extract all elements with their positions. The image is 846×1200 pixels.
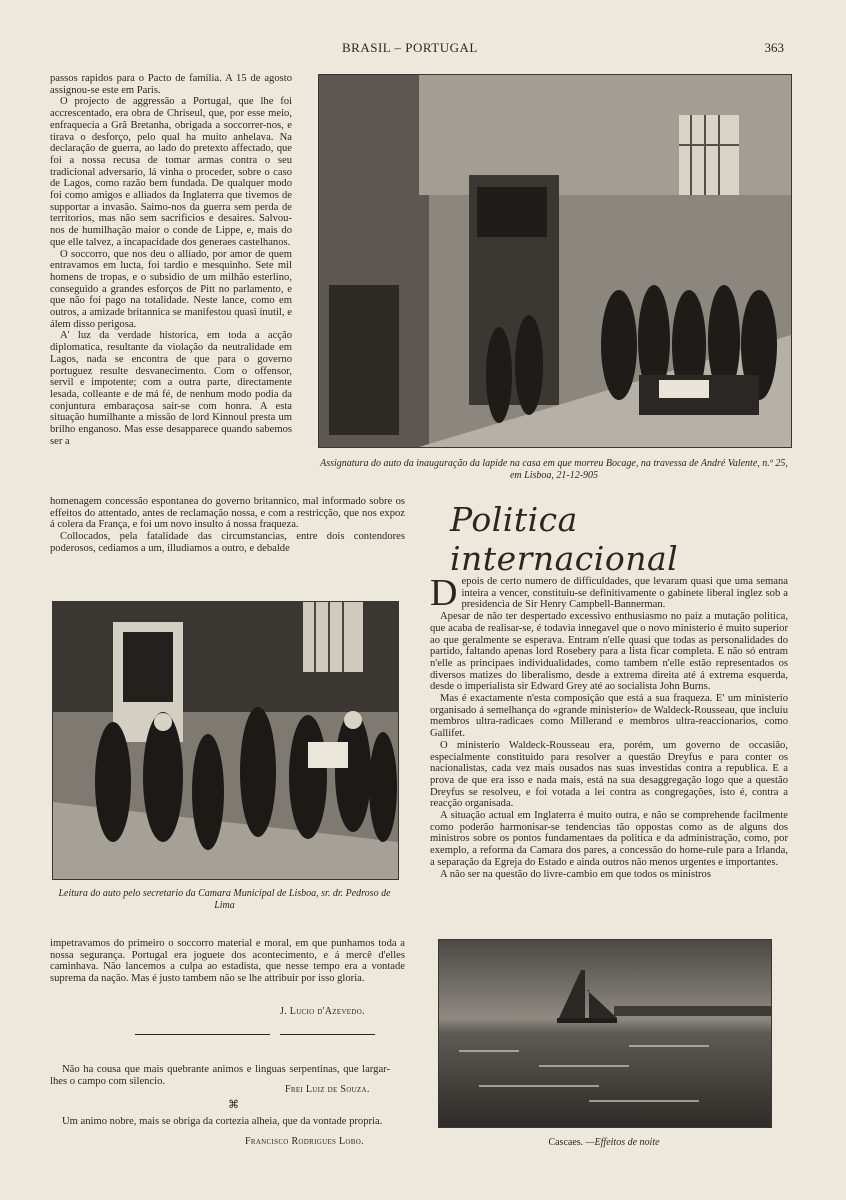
- paragraph: A' luz da verdade historica, em toda a acção diplomatica, resultante da violação da neutralidade em Lagos, nada se encontra de que para o governo portuguez resulte desvanecimento. Com o offensor, servil e impotente; com a outra parte, directamente lesada, colleante e de má fé, de nenhum modo podia da conjuntura embaraçosa sair-se com honra. A esta situação humilhante a missão de lord Kinnoul presta um brilho enganoso. Mas esse desapparece quando sabemos ser a: [50, 330, 292, 447]
- caption-place: Cascaes.: [548, 1137, 584, 1148]
- page-header: [0, 40, 846, 60]
- paragraph: A não ser na questão do livre-cambio em que todos os ministros: [440, 868, 711, 880]
- caption-title: —Effeitos de noite: [585, 1137, 660, 1148]
- running-title: BRASIL – PORTUGAL: [342, 40, 478, 55]
- left-column-bottom: [50, 938, 405, 985]
- photo-bocage-plaque-signing: [318, 74, 792, 448]
- photo-reading-image: [53, 602, 398, 879]
- left-column-wide: [50, 496, 405, 555]
- paragraph: Apesar de não ter despertado excessivo enthusiasmo no paiz a mutação politica, que acaba de realisar-se, é todavia innegavel que o novo ministerio é muito superior ao que geralmente se esperava. Entram n'elle quasi que todas as personalidades do partido, faltando apenas lord Rosebery para a lista ficar completa. E não só entram n'elle as principaes individualidades, como tambem n'elle estão representados os diversos matizes do liberalismo, desde a extrema direita até á extrema esquerda, desde o imperialista sir Edward Grey até ao socialista John Burns.: [430, 611, 788, 693]
- article-author: J. Lucio d'Azevedo.: [280, 1006, 365, 1017]
- paragraph: epois de certo numero de difficuldades, que levaram quasi que uma semana inteira a vencer, constituiu-se definitivamente o gabinete liberal inglez sob a presidencia de Sir Henry Campbell-Bannerman.: [461, 576, 788, 611]
- quote-author: Francisco Rodrigues Lobo.: [245, 1136, 364, 1147]
- paragraph: O ministerio Waldeck-Rousseau era, porém, um governo de occasião, especialmente constituido para resolver a questão Dreyfus e para conter os nacionalistas, cada vez mais ousados nas suas investidas contra a republica. E a prova de que era isso e nada mais, está na sua desaggregação logo que a questão Dreyfus se resolveu, e foi votada a lei contra as congregações, isto é, contra a reacção organisada.: [430, 739, 788, 810]
- paragraph: impetravamos do primeiro o soccorro material e moral, em que punhamos toda a nossa segurança. Portugal era joguete dos acontecimento, e á mercê d'elles caminhava. Não lancemos a culpa ao estadista, que nesse tempo era a vontade suprema da nação. Mas é justo tambem não se lhe attribuir por isso gloria.: [50, 938, 405, 985]
- paragraph: Collocados, pela fatalidade das circumstancias, entre dois contendores poderosos, cediamos a um, illudiamos a outro, e debalde: [50, 531, 405, 554]
- paragraph: Mas é exactamente n'esta composição que está a sua fraqueza. E' um ministerio organisado á semelhança do «grande ministerio» de Waldeck-Rousseau, que incluiu membros ultra-radicaes como Millerand e membros ultra-reaccionarios, como Gallifet.: [430, 693, 788, 740]
- section-title: Politica internacional: [450, 500, 679, 578]
- politica-article: [430, 572, 788, 880]
- divider-rule: [280, 1034, 375, 1035]
- photo-cascaes-image: [439, 940, 771, 1127]
- paragraph: passos rapidos para o Pacto de familia. A 15 de agosto assignou-se este em Paris.: [50, 73, 292, 96]
- paragraph: A situação actual em Inglaterra é muito outra, e não se comprehende facilmente como poderão harmonisar-se tendencias tão oppostas como as de alguns dos ministros sobre os pontos fundamentaes da politica e da administração, como, por exemplo, a reforma da Camara dos pares, a concessão do home-rule para a Irlanda, a separação da Egreja do Estado e ainda outros não menos urgentes e importantes.: [430, 810, 788, 868]
- dropcap: D: [430, 572, 458, 614]
- quote-author: Frei Luiz de Souza.: [285, 1084, 370, 1095]
- paragraph: O soccorro, que nos deu o alliado, por amor de quem entravamos em lucta, foi tardio e mesquinho. Sete mil homens de tropas, e o subsidio de um milhão esterlino, conseguido a grandes esforços de Pitt no parlamento, e que não foi pago na totalidade. Neste lance, como em outros, a amizade britannica se manifestou quasi inutil, e álem disso perigosa.: [50, 248, 292, 330]
- photo-bocage-image: [319, 75, 791, 447]
- photo-ship-caption: [438, 1137, 770, 1148]
- photo-reading-auto: [52, 601, 399, 880]
- quote-text: Um animo nobre, mais se obriga da cortezia alheia, que da vontade propria.: [62, 1116, 383, 1127]
- photo-left-caption: Leitura do auto pelo secretario da Camara Municipal de Lisboa, sr. dr. Pedroso de Lima: [58, 888, 391, 911]
- page-number: 363: [764, 40, 784, 55]
- photo-cascaes-night: [438, 939, 772, 1128]
- ornament-icon: ⌘: [228, 1099, 239, 1111]
- divider-rule: [135, 1034, 270, 1035]
- quote-text: Não ha cousa que mais quebrante animos e linguas serpentinas, que largar-lhes o campo com silencio.: [50, 1064, 390, 1087]
- paragraph: homenagem concessão espontanea do governo britannico, mal informado sobre os effeitos do attentado, antes de reclamação nossa, e com a restricção, que nos expoz á colera da França, e foi um novo insulto á nossa fraqueza.: [50, 496, 405, 531]
- left-column-top: [50, 73, 292, 448]
- paragraph: O projecto de aggressão a Portugal, que lhe foi accrescentado, era obra de Chriseul, que, por esse meio, enfraquecia a Grã Bretanha, obrigada a soccorrer-nos, e tirava o desforço, pelo qual ha muito anhelava. Na declaração de guerra, ao lado do pretexto affectado, que foi a nossa recusa de tomar armas contra o seu tradicional adversario, lá vinha o proceder, sobre o caso de Lagos, como razão bem fundada. De qualquer modo foi como amigos e alliados da Inglaterra que tivemos de supportar a invasão. Saimo-nos da guerra sem perda de territorios, mas não sem sacrificios e desaires. Salvou-nos de humilhação maior o conde de Lippe, e, mais do que elle talvez, a incapacidade dos generaes castelhanos.: [50, 96, 292, 248]
- photo-top-caption: Assignatura do auto da inauguração da lapide na casa em que morreu Bocage, na travessa de André Valente, n.º 25, em Lisboa, 21-12-905: [320, 458, 788, 481]
